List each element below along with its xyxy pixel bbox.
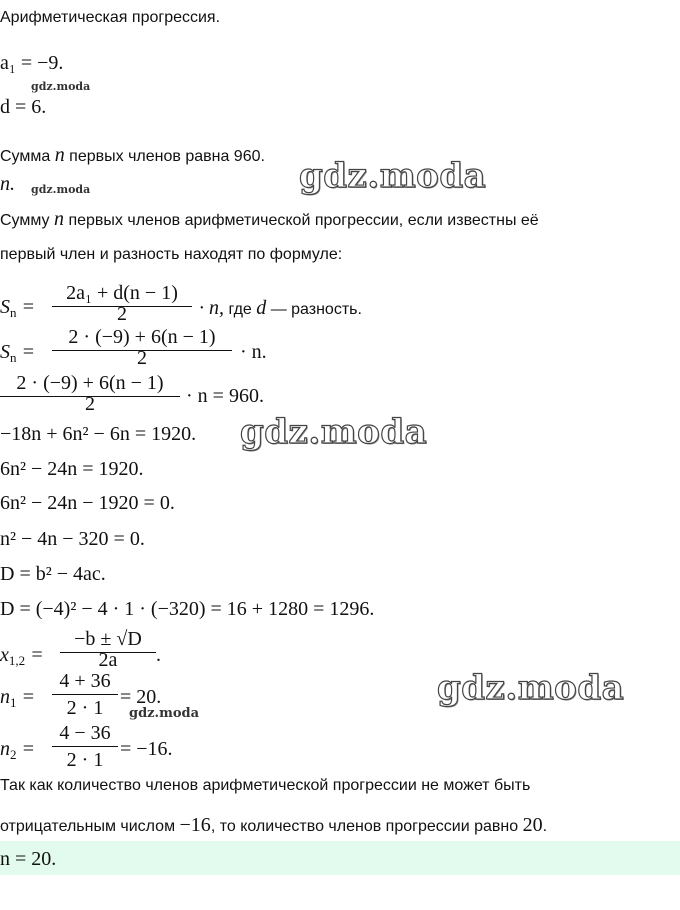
condition-text-a: Сумма <box>0 148 55 165</box>
sub1-denominator: 2 <box>137 347 147 369</box>
answer-highlight <box>0 841 680 875</box>
eq1-rest: · n = 960. <box>186 385 264 407</box>
roots-numerator: −b ± √D <box>74 628 142 650</box>
sub1-numerator: 2 · (−9) + 6(n − 1) <box>68 326 216 348</box>
conclusion-text-b: , то количество членов прогрессии равно <box>210 818 523 835</box>
formula-rest-text: где <box>224 301 257 318</box>
final-answer: n = 20. <box>0 848 57 870</box>
step-3: 6n² − 24n − 1920 = 0. <box>0 492 175 514</box>
n1-result: = 20. <box>120 686 162 708</box>
watermark-big: gdz.moda <box>299 156 487 196</box>
watermark-small: gdz.moda <box>129 706 200 721</box>
roots-lhs: $x_{1,2}$ = <box>0 644 44 668</box>
fraction-bar <box>52 746 118 747</box>
find-var: n. <box>0 173 15 195</box>
formula-fraction <box>52 282 192 325</box>
watermark-small: gdz.moda <box>31 80 91 93</box>
eq1-denominator: 2 <box>85 393 95 415</box>
given-a1: a₁ = −9. <box>0 52 64 74</box>
formula-rest-var: d <box>256 297 267 319</box>
n2-result: = −16. <box>120 738 173 760</box>
given-d: d = 6. <box>0 96 47 118</box>
roots-denominator: 2a <box>98 649 118 671</box>
n2-numerator: 4 − 36 <box>59 722 111 744</box>
formula-denominator: 2 <box>117 303 127 325</box>
watermark-big: gdz.moda <box>437 668 625 708</box>
step-4: n² − 4n − 320 = 0. <box>0 528 145 550</box>
n2-denominator: 2 · 1 <box>66 749 104 766</box>
roots-dot: . <box>156 644 161 666</box>
step-1: −18n + 6n² − 6n = 1920. <box>0 423 197 445</box>
n1-numerator: 4 + 36 <box>59 670 111 692</box>
sub1-fraction <box>52 326 232 369</box>
formula-rest-tail: — разность. <box>266 301 362 318</box>
n2-lhs: $n_2$ = <box>0 738 35 762</box>
eq1-fraction <box>0 372 180 415</box>
n1-lhs: $n_1$ = <box>0 686 35 710</box>
roots-fraction <box>60 628 156 671</box>
condition-var: n <box>54 144 65 166</box>
condition-text-b: первых членов равна 960. <box>64 148 265 165</box>
n2-fraction <box>52 722 118 766</box>
formula-numerator: 2a₁ + d(n − 1) <box>66 282 178 304</box>
conclusion-line2 <box>0 814 547 837</box>
eq1-numerator: 2 · (−9) + 6(n − 1) <box>16 372 164 394</box>
step-5: D = b² − 4ac. <box>0 563 106 585</box>
watermark-small: gdz.moda <box>31 183 91 196</box>
conclusion-text-a: отрицательным числом <box>0 818 180 835</box>
n1-denominator: 2 · 1 <box>66 697 104 719</box>
n1-fraction <box>52 670 118 719</box>
conclusion-line1: Так как количество членов арифметической прогрессии не может быть <box>0 777 531 794</box>
explanation-var: n <box>54 208 64 230</box>
section-title: Арифметическая прогрессия. <box>0 9 221 26</box>
watermark-big: gdz.moda <box>240 412 428 452</box>
explanation-line2: первый член и разность находят по формуле: <box>0 246 343 263</box>
condition-text <box>0 144 265 167</box>
conclusion-num1: −16 <box>179 814 211 836</box>
conclusion-text-c: . <box>542 818 548 835</box>
formula-rest-math: · n, <box>199 297 224 319</box>
sub1-lhs: $S_n$ = <box>0 341 35 365</box>
sub1-rest: · n. <box>240 341 267 363</box>
step-2: 6n² − 24n = 1920. <box>0 458 144 480</box>
formula-lhs: $S_n$ = <box>0 296 35 320</box>
explanation-line1 <box>0 208 539 231</box>
conclusion-num2: 20 <box>522 814 543 836</box>
formula-rest <box>199 297 362 320</box>
fraction-bar <box>52 694 118 695</box>
explanation-text-a: Сумму <box>0 212 54 229</box>
step-6: D = (−4)² − 4 · 1 · (−320) = 16 + 1280 = 1296. <box>0 598 375 620</box>
explanation-text-b: первых членов арифметической прогрессии, если известны её <box>64 212 539 229</box>
